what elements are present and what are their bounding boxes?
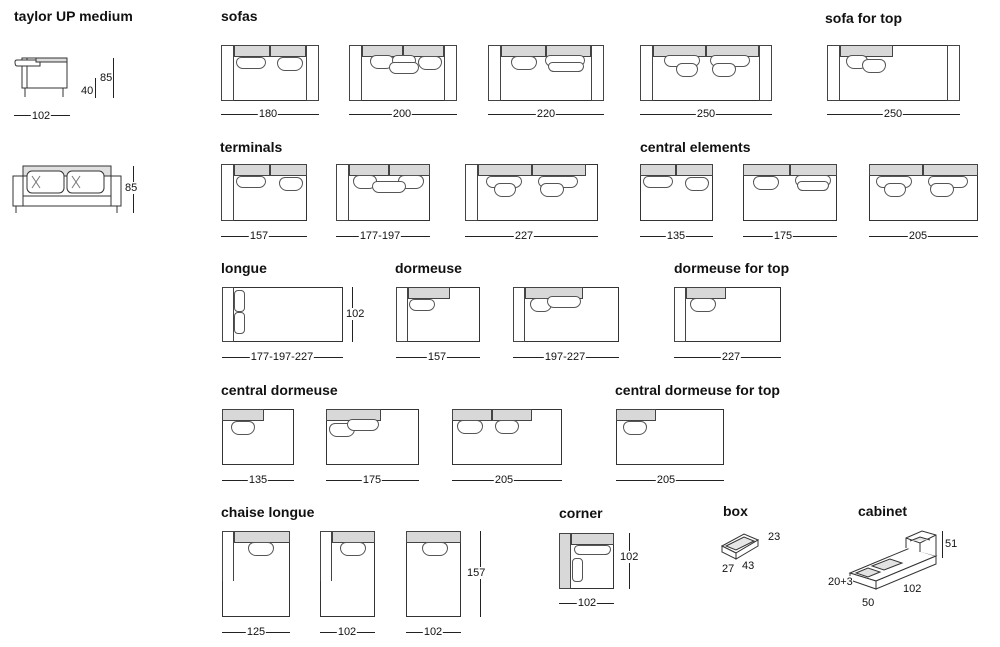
dim-cabinet-base: 20+3 bbox=[828, 576, 853, 588]
dim-box-width: 43 bbox=[742, 560, 755, 572]
dim-central-dormeuse-135: 135 bbox=[248, 474, 268, 486]
dim-central-175: 175 bbox=[773, 230, 793, 242]
section-sofas: sofas bbox=[221, 8, 258, 24]
section-cabinet: cabinet bbox=[858, 503, 908, 519]
dim-central-dormeuse-for-top-205: 205 bbox=[656, 474, 676, 486]
side-height-line bbox=[113, 58, 114, 98]
dim-corner: 102 bbox=[577, 597, 597, 609]
section-dormeuse-for-top: dormeuse for top bbox=[674, 260, 790, 276]
dim-sofa-180: 180 bbox=[258, 108, 278, 120]
dim-chaise-depth: 157 bbox=[467, 567, 486, 579]
product-title: taylor UP medium bbox=[14, 8, 133, 24]
cabinet-drawing bbox=[0, 0, 1, 1]
section-chaise-longue: chaise longue bbox=[221, 504, 315, 520]
dim-corner-depth: 102 bbox=[620, 551, 639, 563]
dim-sofa-250: 250 bbox=[696, 108, 716, 120]
section-corner: corner bbox=[559, 505, 603, 521]
dim-central-dormeuse-205: 205 bbox=[494, 474, 514, 486]
dim-sofa-220: 220 bbox=[536, 108, 556, 120]
dim-central-135: 135 bbox=[666, 230, 686, 242]
side-seat-line bbox=[95, 78, 96, 98]
section-terminals: terminals bbox=[220, 139, 283, 155]
section-dormeuse: dormeuse bbox=[395, 260, 462, 276]
dim-longue: 177-197-227 bbox=[250, 351, 314, 363]
dim-chaise-125: 125 bbox=[246, 626, 266, 638]
dim-cabinet-width: 102 bbox=[903, 583, 922, 595]
dim-vline bbox=[942, 531, 943, 558]
section-central-dormeuse: central dormeuse bbox=[221, 382, 338, 398]
dim-box-depth: 27 bbox=[722, 563, 735, 575]
side-height-label: 85 bbox=[100, 72, 113, 84]
section-central-dormeuse-for-top: central dormeuse for top bbox=[615, 382, 780, 398]
dim-sofa-for-top-250: 250 bbox=[883, 108, 903, 120]
section-box: box bbox=[723, 503, 748, 519]
dim-terminal-227: 227 bbox=[514, 230, 534, 242]
dim-chaise-102-a: 102 bbox=[337, 626, 357, 638]
front-height-label: 85 bbox=[125, 182, 138, 194]
section-central-elements: central elements bbox=[640, 139, 751, 155]
dim-cabinet-depth: 50 bbox=[862, 597, 875, 609]
dim-terminal-157: 157 bbox=[249, 230, 269, 242]
section-sofa-for-top: sofa for top bbox=[825, 10, 902, 26]
dim-longue-depth: 102 bbox=[346, 308, 365, 320]
dim-dormeuse-197-227: 197-227 bbox=[544, 351, 586, 363]
dim-dormeuse-157: 157 bbox=[427, 351, 447, 363]
dim-terminal-177-197: 177-197 bbox=[359, 230, 401, 242]
dim-central-dormeuse-175: 175 bbox=[362, 474, 382, 486]
side-seat-label: 40 bbox=[81, 85, 94, 97]
side-depth-label: 102 bbox=[31, 110, 51, 122]
dim-box-height: 23 bbox=[768, 531, 781, 543]
dim-cabinet-height: 51 bbox=[945, 538, 958, 550]
section-longue: longue bbox=[221, 260, 267, 276]
dim-sofa-200: 200 bbox=[392, 108, 412, 120]
dim-central-205: 205 bbox=[908, 230, 928, 242]
dim-dormeuse-for-top-227: 227 bbox=[721, 351, 741, 363]
dim-chaise-102-b: 102 bbox=[423, 626, 443, 638]
